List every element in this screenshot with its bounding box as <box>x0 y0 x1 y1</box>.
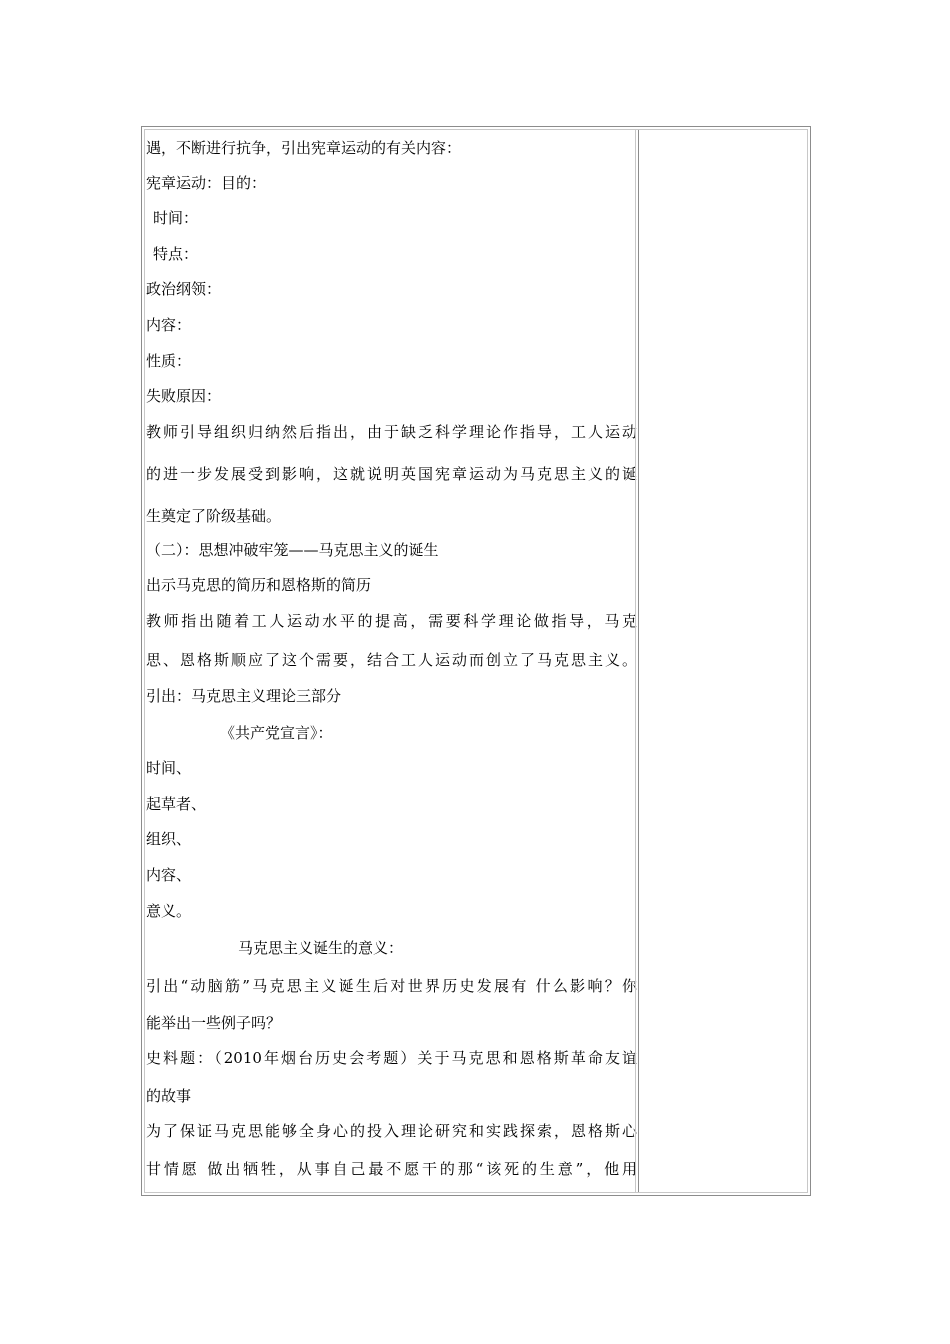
text-line: 宪章运动：目的： <box>146 174 267 192</box>
text-line: 教师指出随着工人运动水平的提高，需要科学理论做指导，马克 <box>146 612 637 630</box>
text-line: 马克思主义诞生的意义： <box>238 939 404 957</box>
document-table <box>141 126 811 1196</box>
text-line: 教师引导组织归纳然后指出，由于缺乏科学理论作指导，工人运动 <box>146 423 637 441</box>
text-line: 组织、 <box>146 830 192 848</box>
text-line: 引出“动脑筋”马克思主义诞生后对世界历史发展有 什么影响？你 <box>146 977 637 995</box>
content-cell <box>145 130 639 1192</box>
text-line: 时间、 <box>146 759 192 777</box>
notes-cell <box>642 130 807 1192</box>
text-line: 起草者、 <box>146 795 207 813</box>
text-line: 意义。 <box>146 902 192 920</box>
text-line: 能举出一些例子吗？ <box>146 1014 282 1032</box>
text-line: 甘情愿 做出牺牲，从事自己最不愿干的那“该死的生意”，他用 <box>146 1160 637 1178</box>
text-line: 内容： <box>146 316 192 334</box>
text-line: 的进一步发展受到影响，这就说明英国宪章运动为马克思主义的诞 <box>146 465 637 483</box>
text-line: 《共产党宣言》： <box>220 724 333 742</box>
text-line: 出示马克思的简历和恩格斯的简历 <box>146 576 372 594</box>
text-line: 政治纲领： <box>146 280 222 298</box>
text-line: 的故事 <box>146 1087 192 1105</box>
section-heading: （二）：思想冲破牢笼——马克思主义的诞生 <box>146 541 439 559</box>
text-line: 为了保证马克思能够全身心的投入理论研究和实践探索，恩格斯心 <box>146 1122 637 1140</box>
text-line: 内容、 <box>146 866 192 884</box>
text-line: 特点： <box>153 245 199 263</box>
text-line: 遇，不断进行抗争，引出宪章运动的有关内容： <box>146 139 462 157</box>
text-line: 史料题：（2010年烟台历史会考题）关于马克思和恩格斯革命友谊 <box>146 1049 637 1067</box>
text-line: 思、恩格斯顺应了这个需要，结合工人运动而创立了马克思主义。 <box>146 651 637 669</box>
text-line: 生奠定了阶级基础。 <box>146 507 282 525</box>
text-line: 引出：马克思主义理论三部分 <box>146 687 342 705</box>
text-line: 失败原因： <box>146 387 222 405</box>
text-line: 性质： <box>146 352 192 370</box>
text-line: 时间： <box>153 209 199 227</box>
